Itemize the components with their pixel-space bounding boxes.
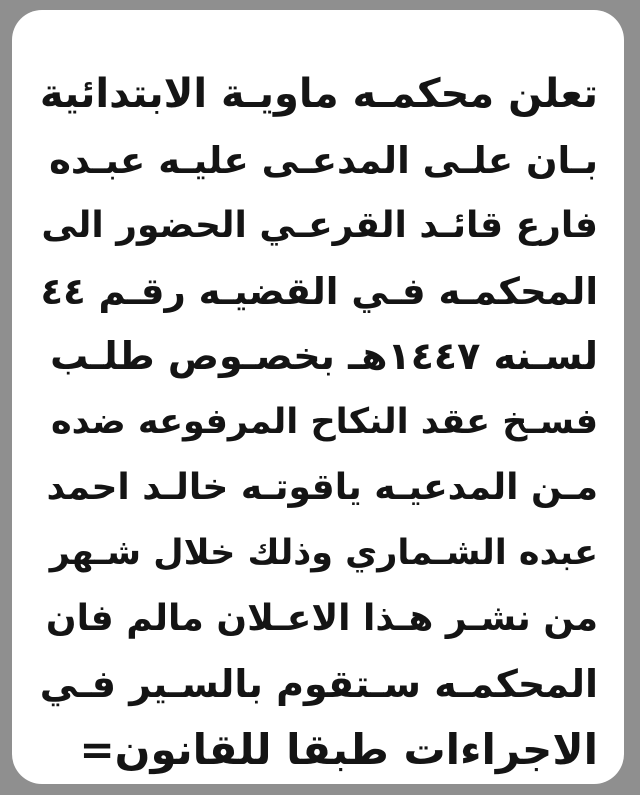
notice-line-11: الاجراءات طبقا للقانون= — [79, 725, 598, 774]
notice-line-9: من نشـر هـذا الاعـلان مالم فان — [45, 598, 598, 639]
notice-line-6: فسـخ عقد النكاح المرفوعه ضده — [51, 401, 598, 442]
notice-line-4: المحكمـه فـي القضيـه رقـم ٤٤ — [40, 269, 598, 313]
notice-line-2: بـان علـى المدعـى عليـه عبـده — [49, 138, 598, 182]
notice-text — [38, 62, 598, 783]
notice-line-7: مـن المدعيـه ياقوتـه خالـد احمد — [46, 467, 598, 508]
notice-line-1: تعلن محكمـه ماويـة الابتدائية — [39, 71, 598, 117]
notice-line-10: المحكمـه سـتقوم بالسـير فـي — [39, 661, 598, 706]
notice-line-5: لسـنه ١٤٤٧هـ بخصـوص طلـب — [50, 334, 598, 378]
notice-card — [12, 10, 624, 784]
notice-line-8: عبده الشـماري وذلك خلال شـهر — [49, 532, 598, 573]
notice-line-3: فارع قائـد القرعـي الحضور الى — [41, 205, 598, 246]
